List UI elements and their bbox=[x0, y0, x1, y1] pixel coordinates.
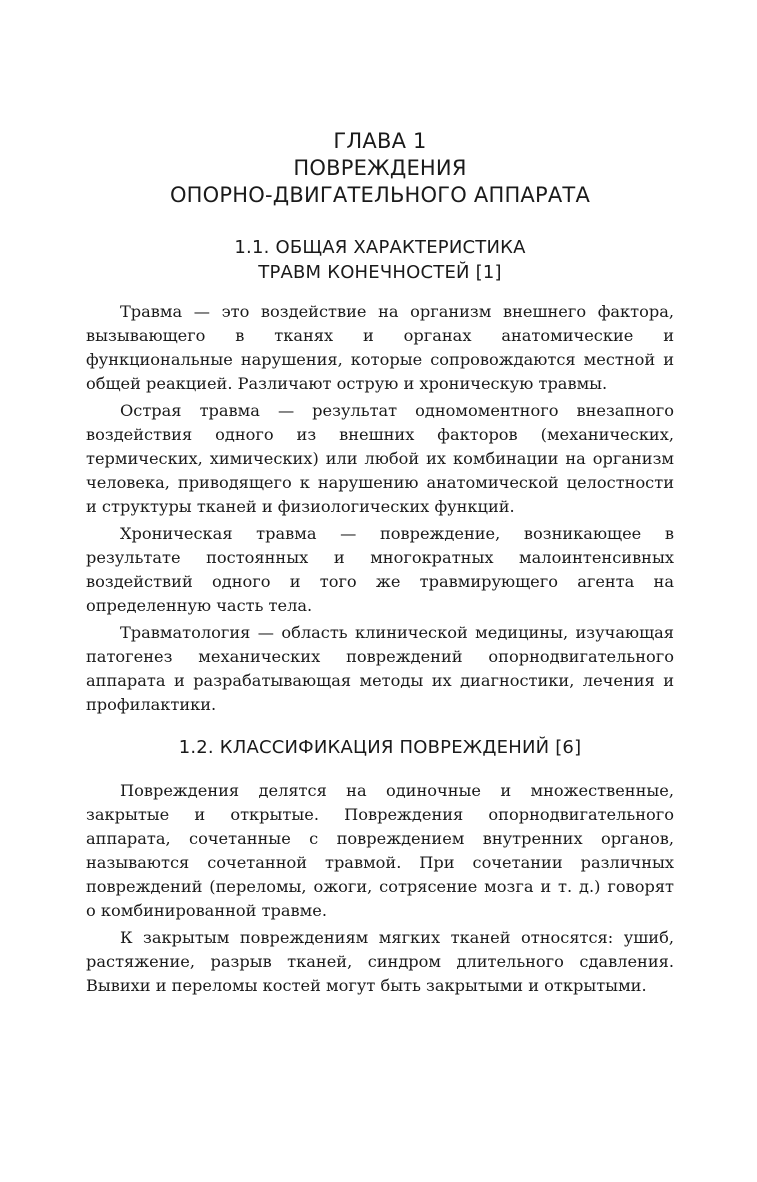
chapter-title-line-1: ПОВРЕЖДЕНИЯ bbox=[293, 156, 467, 180]
section-1-paragraph: Хроническая травма — повреждение, возникающее в результате постоянных и многократных малоинтенсивных воздействий одного и того же травмирующего агента на определенную часть тела. bbox=[86, 524, 674, 615]
section-2-heading bbox=[86, 735, 674, 760]
section-1-paragraph: Острая травма — результат одномоментного внезапного воздействия одного из внешних факторов (механических, термических, химических) или любой их комбинации на организм человека, приводящего к нарушению анатомической целостности и структуры тканей и физиологических функций. bbox=[86, 401, 674, 516]
section-1-heading bbox=[86, 235, 674, 285]
book-page bbox=[86, 128, 674, 1001]
section-2-paragraph: К закрытым повреждениям мягких тканей относятся: ушиб, растяжение, разрыв тканей, синдром длительного сдавления. Вывихи и переломы костей могут быть закрытыми и открытыми. bbox=[86, 928, 674, 995]
section-2-title: 1.2. КЛАССИФИКАЦИЯ ПОВРЕЖДЕНИЙ [6] bbox=[178, 737, 582, 758]
section-1-title-line-2: ТРАВМ КОНЕЧНОСТЕЙ [1] bbox=[258, 262, 502, 283]
section-1-paragraph: Травма — это воздействие на организм внешнего фактора, вызывающего в тканях и органах анатомические и функциональные нарушения, которые сопровождаются местной и общей реакцией. Различают острую и хроническую травмы. bbox=[86, 302, 674, 393]
section-1-paragraph: Травматология — область клинической медицины, изучающая патогенез механических повреждений опорнодвигательного аппарата и разрабатывающая методы их диагностики, лечения и профилактики. bbox=[86, 623, 674, 714]
chapter-heading bbox=[86, 128, 674, 209]
chapter-title-line-2: ОПОРНО-ДВИГАТЕЛЬНОГО АППАРАТА bbox=[169, 183, 591, 207]
chapter-label: ГЛАВА 1 bbox=[333, 129, 427, 153]
section-2-paragraph: Повреждения делятся на одиночные и множественные, закрытые и открытые. Повреждения опорнодвигательного аппарата, сочетанные с повреждением внутренних органов, называются сочетанной травмой. При сочетании различных повреждений (переломы, ожоги, сотрясение мозга и т. д.) говорят о комбинированной травме. bbox=[86, 781, 674, 920]
section-1-title-line-1: 1.1. ОБЩАЯ ХАРАКТЕРИСТИКА bbox=[234, 237, 526, 258]
